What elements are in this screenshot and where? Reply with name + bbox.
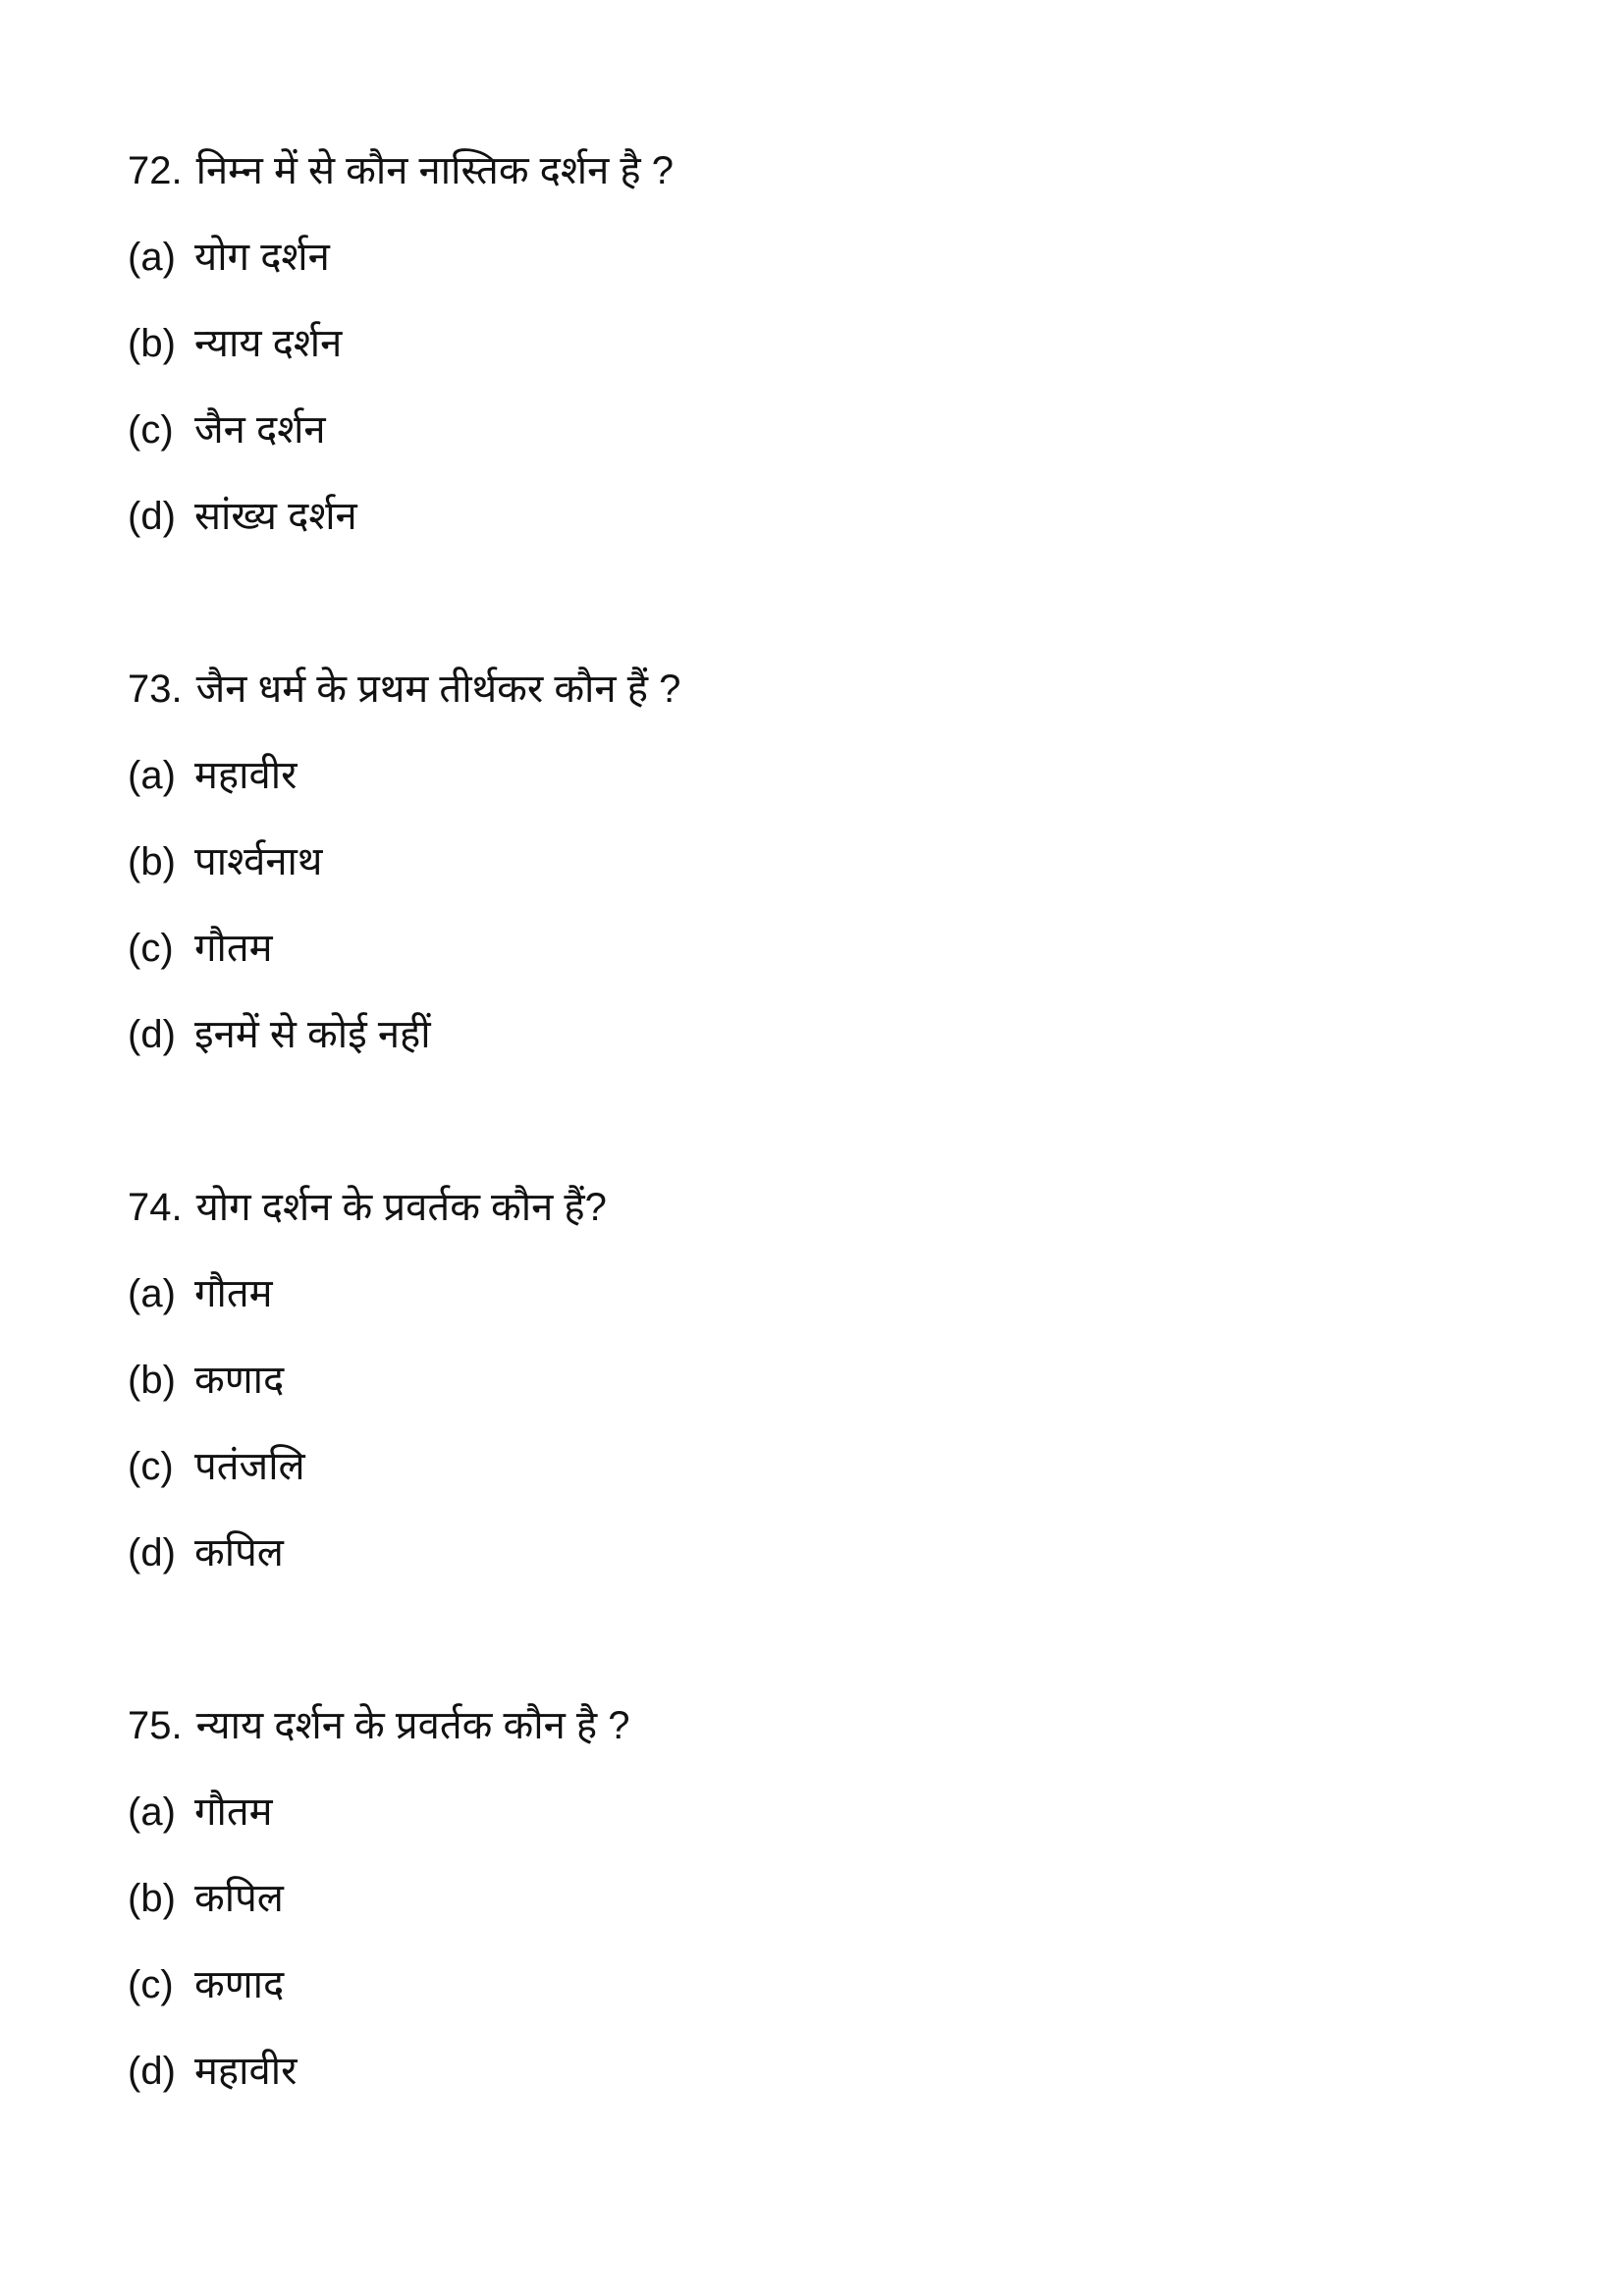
option-text: महावीर (194, 2050, 298, 2093)
question-number: 75. (128, 1704, 183, 1747)
option-text: न्याय दर्शन (194, 322, 343, 365)
option-text: गौतम (194, 927, 273, 970)
question-text (128, 1164, 1502, 1251)
option-b (128, 1337, 1502, 1423)
question-text (128, 128, 1502, 214)
option-c (128, 905, 1502, 991)
question-prompt: योग दर्शन के प्रवर्तक कौन हैं? (195, 1186, 607, 1229)
option-text: कणाद (194, 1963, 285, 2006)
question-number: 74. (128, 1186, 183, 1229)
option-c (128, 387, 1502, 473)
option-a (128, 1251, 1502, 1337)
option-label: (b) (128, 840, 176, 883)
question-prompt: निम्न में से कौन नास्तिक दर्शन है ? (195, 149, 675, 192)
option-label: (a) (128, 754, 176, 797)
option-b (128, 300, 1502, 387)
question-number: 72. (128, 149, 183, 192)
question-74 (128, 1164, 1502, 1596)
option-label: (c) (128, 408, 174, 452)
option-text: कपिल (194, 1531, 284, 1575)
option-text: पार्श्वनाथ (194, 840, 323, 883)
question-72 (128, 128, 1502, 560)
option-c (128, 1942, 1502, 2028)
option-text: सांख्य दर्शन (194, 495, 357, 538)
option-label: (b) (128, 322, 176, 365)
option-label: (d) (128, 495, 176, 538)
question-73 (128, 646, 1502, 1078)
option-label: (d) (128, 2050, 176, 2093)
option-b (128, 1855, 1502, 1942)
option-text: इनमें से कोई नहीं (194, 1013, 431, 1056)
option-a (128, 1769, 1502, 1855)
option-label: (a) (128, 1790, 176, 1834)
option-text: गौतम (194, 1790, 273, 1834)
option-text: योग दर्शन (194, 236, 330, 279)
option-c (128, 1423, 1502, 1510)
option-label: (c) (128, 1445, 174, 1488)
question-number: 73. (128, 667, 183, 711)
option-label: (a) (128, 236, 176, 279)
option-label: (c) (128, 927, 174, 970)
option-d (128, 2028, 1502, 2114)
option-d (128, 991, 1502, 1078)
option-text: महावीर (194, 754, 298, 797)
option-d (128, 1510, 1502, 1596)
option-label: (b) (128, 1359, 176, 1402)
question-75 (128, 1682, 1502, 2114)
option-a (128, 732, 1502, 819)
option-label: (d) (128, 1013, 176, 1056)
option-text: कपिल (194, 1877, 284, 1920)
option-b (128, 819, 1502, 905)
option-text: जैन दर्शन (194, 408, 326, 452)
option-a (128, 214, 1502, 300)
option-label: (d) (128, 1531, 176, 1575)
question-prompt: जैन धर्म के प्रथम तीर्थकर कौन हैं ? (195, 667, 681, 711)
option-label: (c) (128, 1963, 174, 2006)
question-text (128, 1682, 1502, 1769)
option-label: (a) (128, 1272, 176, 1315)
option-text: पतंजलि (194, 1445, 305, 1488)
option-d (128, 473, 1502, 560)
question-text (128, 646, 1502, 732)
option-label: (b) (128, 1877, 176, 1920)
question-prompt: न्याय दर्शन के प्रवर्तक कौन है ? (195, 1704, 630, 1747)
option-text: गौतम (194, 1272, 273, 1315)
option-text: कणाद (194, 1359, 285, 1402)
